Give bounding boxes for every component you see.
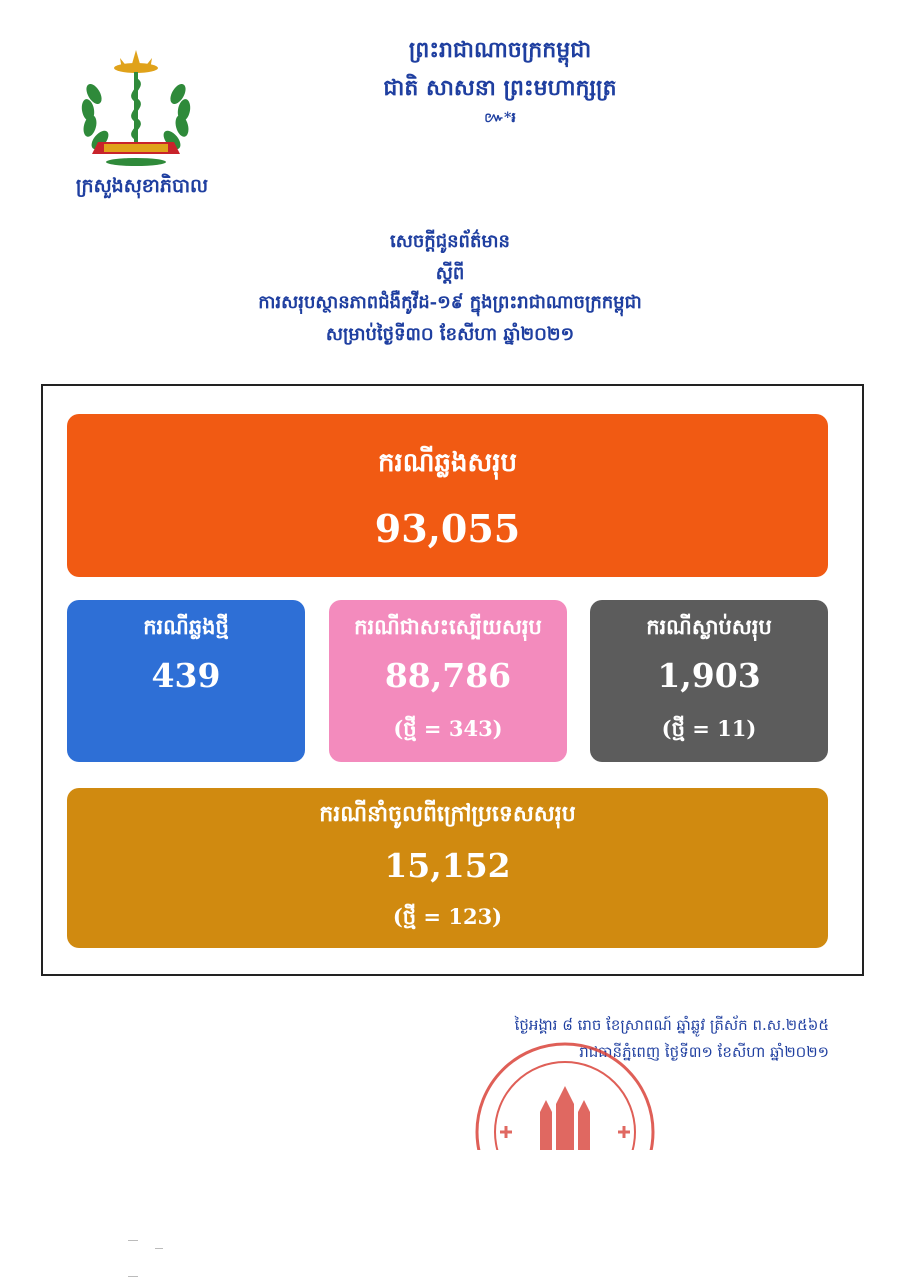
imported-cases-new: (ថ្មី = 123)	[392, 904, 503, 929]
deaths-new: (ថ្មី = 11)	[661, 716, 757, 741]
stats-panel	[41, 384, 864, 976]
notice-title: សេចក្ដីជូនព័ត៌មាន	[390, 231, 510, 252]
national-motto: ជាតិ សាសនា ព្រះមហាក្សត្រ	[383, 75, 617, 101]
new-cases-value: 439	[151, 656, 221, 695]
scan-mark	[128, 1240, 138, 1241]
scan-mark	[128, 1276, 138, 1277]
new-cases-card	[67, 600, 305, 762]
recovered-label: ករណីជាសះស្បើយសរុប	[354, 615, 542, 639]
imported-cases-card	[67, 788, 828, 948]
new-cases-label: ករណីឆ្លងថ្មី	[143, 615, 229, 639]
scan-mark	[155, 1248, 163, 1249]
recovered-card	[329, 600, 567, 762]
kingdom-title: ព្រះរាជាណាចក្រកម្ពុជា	[408, 37, 592, 63]
imported-cases-value: 15,152	[384, 846, 511, 885]
lunar-date: ថ្ងៃអង្គារ ៨ រោច ខែស្រាពណ៍ ឆ្នាំឆ្លូវ ត្រីស័ក ព.ស.២៥៦៥	[514, 1016, 829, 1034]
notice-topic: ការសរុបស្ថានភាពជំងឺកូវីដ-១៩ ក្នុងព្រះរាជាណាចក្រកម្ពុជា	[258, 292, 642, 313]
total-cases-label: ករណីឆ្លងសរុប	[377, 448, 517, 478]
notice-date: សម្រាប់ថ្ងៃទី៣០ ខែសីហា ឆ្នាំ២០២១	[325, 324, 575, 345]
imported-cases-label: ករណីនាំចូលពីក្រៅប្រទេសសរុប	[319, 802, 576, 827]
total-cases-card	[67, 414, 828, 577]
deaths-card	[590, 600, 828, 762]
total-cases-value: 93,055	[374, 506, 521, 551]
ministry-name: ក្រសួងសុខាភិបាល	[75, 175, 209, 197]
deaths-value: 1,903	[657, 656, 761, 695]
ministry-emblem-icon	[76, 44, 196, 170]
official-seal-icon	[470, 1040, 660, 1150]
issue-date: រាជធានីភ្នំពេញ ថ្ងៃទី៣១ ខែសីហា ឆ្នាំ២០២១	[579, 1043, 829, 1061]
notice-subject: ស្ដីពី	[435, 263, 465, 284]
deaths-label: ករណីស្លាប់សរុប	[646, 615, 772, 639]
recovered-new: (ថ្មី = 343)	[393, 716, 503, 741]
recovered-value: 88,786	[384, 656, 512, 695]
ornament: ៚*៛	[484, 110, 516, 126]
bottom-margin	[0, 1152, 905, 1280]
